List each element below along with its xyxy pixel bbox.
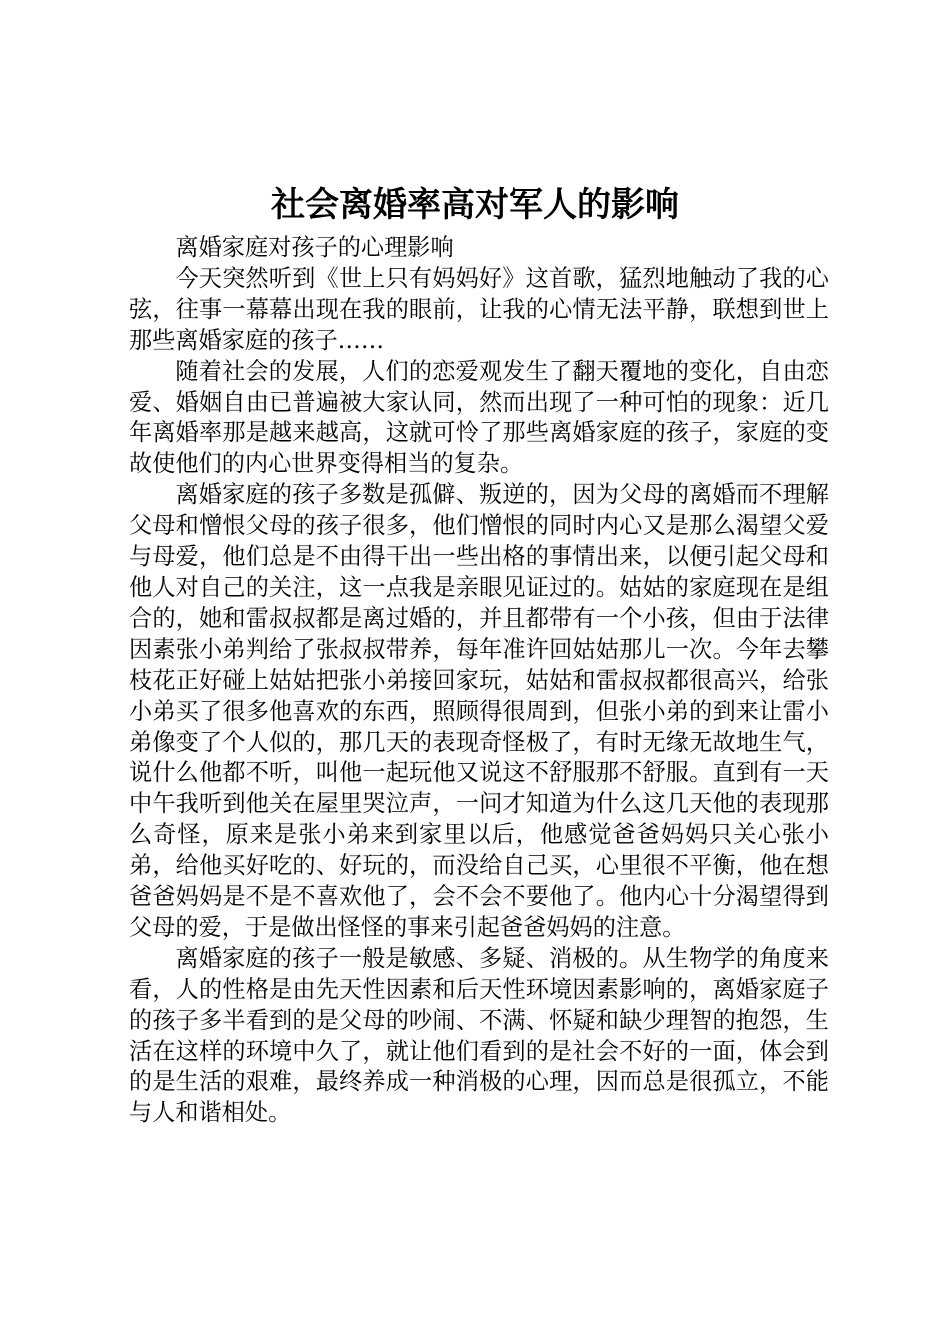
paragraph: 离婚家庭的孩子一般是敏感、多疑、消极的。从生物学的角度来看，人的性格是由先天性因素和后天性环境因素影响的，离婚家庭子的孩子多半看到的是父母的吵闹、不满、怀疑和缺少理智的抱怨，生活在这样的环境中久了，就让他们看到的是社会不好的一面，体会到的是生活的艰难，最终养成一种消极的心理，因而总是很孤立，不能与人和谐相处。 <box>129 944 829 1127</box>
document-title: 社会离婚率高对军人的影响 <box>271 185 679 225</box>
paragraph: 今天突然听到《世上只有妈妈好》这首歌，猛烈地触动了我的心弦，往事一幕幕出现在我的眼前，让我的心情无法平静，联想到世上那些离婚家庭的孩子…… <box>129 264 829 354</box>
paragraph: 离婚家庭的孩子多数是孤僻、叛逆的，因为父母的离婚而不理解父母和憎恨父母的孩子很多，他们憎恨的同时内心又是那么渴望父爱与母爱，他们总是不由得干出一些出格的事情出来，以便引起父母和他人对自己的关注，这一点我是亲眼见证过的。姑姑的家庭现在是组合的，她和雷叔叔都是离过婚的，并且都带有一个小孩，但由于法律因素张小弟判给了张叔叔带养，每年准许回姑姑那儿一次。今年去攀枝花正好碰上姑姑把张小弟接回家玩，姑姑和雷叔叔都很高兴，给张小弟买了很多他喜欢的东西，照顾得很周到，但张小弟的到来让雷小弟像变了个人似的，那几天的表现奇怪极了，有时无缘无故地生气，说什么他都不听，叫他一起玩他又说这不舒服那不舒服。直到有一天中午我听到他关在屋里哭泣声，一问才知道为什么这几天他的表现那么奇怪，原来是张小弟来到家里以后，他感觉爸爸妈妈只关心张小弟，给他买好吃的、好玩的，而没给自己买，心里很不平衡，他在想爸爸妈妈是不是不喜欢他了，会不会不要他了。他内心十分渴望得到父母的爱，于是做出怪怪的事来引起爸爸妈妈的注意。 <box>129 481 829 941</box>
paragraph: 随着社会的发展，人们的恋爱观发生了翻天覆地的变化，自由恋爱、婚姻自由已普遍被大家认同，然而出现了一种可怕的现象：近几年离婚率那是越来越高，这就可怜了那些离婚家庭的孩子，家庭的变故使他们的内心世界变得相当的复杂。 <box>129 357 829 478</box>
paragraph-subtitle: 离婚家庭对孩子的心理影响 <box>175 234 454 261</box>
document-body <box>129 233 829 1129</box>
